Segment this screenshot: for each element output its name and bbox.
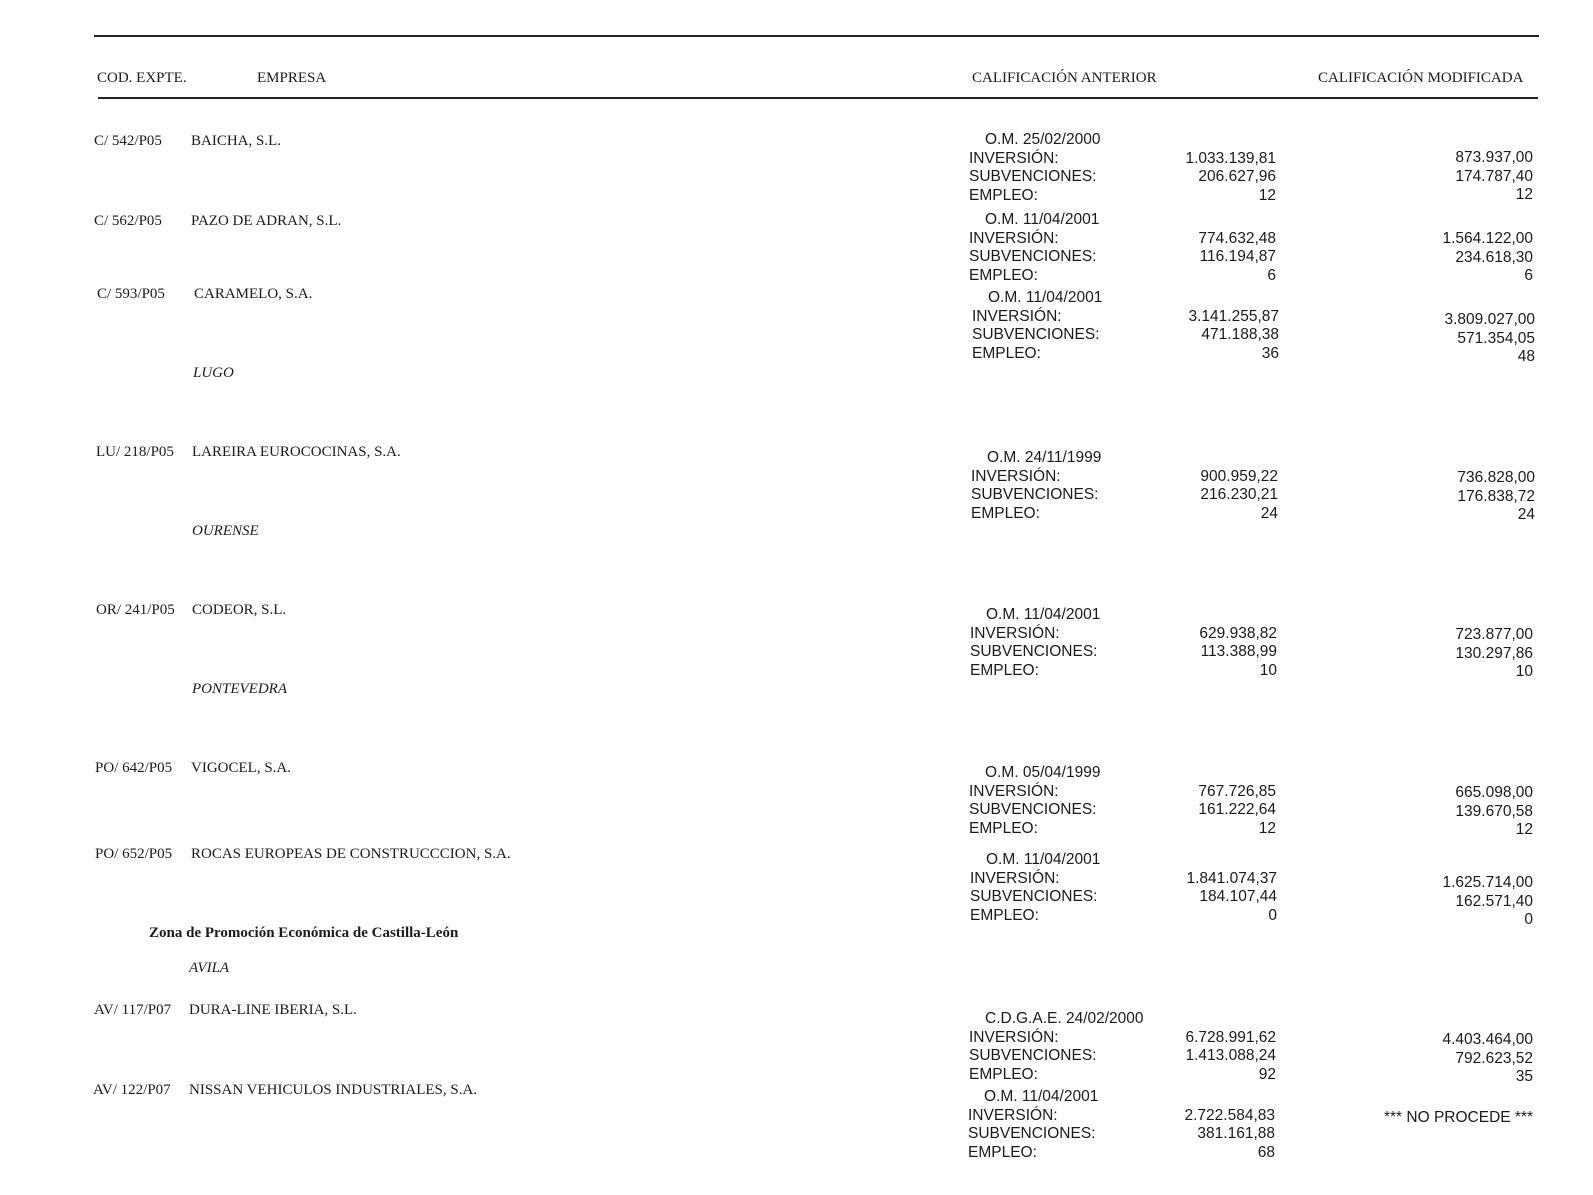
resolution-ref: O.M. 24/11/1999: [987, 449, 1102, 466]
subvenciones-modificada: 571.354,05: [1457, 329, 1535, 347]
resolution-ref: O.M. 25/02/2000: [985, 131, 1101, 148]
cod-expte: C/ 542/P05: [94, 133, 162, 149]
province-heading-pontevedra: PONTEVEDRA: [192, 681, 287, 697]
empleo-anterior: 0: [1268, 906, 1277, 924]
empresa-name: BAICHA, S.L.: [191, 133, 282, 149]
subvenciones-modificada: 174.787,40: [1455, 167, 1533, 185]
header-cod-expte: COD. EXPTE.: [97, 70, 187, 86]
zone-heading: Zona de Promoción Económica de Castilla-León: [149, 925, 459, 941]
empleo-label: EMPLEO:: [969, 266, 1038, 284]
empresa-name: CARAMELO, S.A.: [194, 286, 313, 302]
subvenciones-modificada: 162.571,40: [1455, 892, 1533, 910]
empleo-modificado: 24: [1517, 506, 1535, 523]
calificacion-modificada: [1444, 311, 1535, 367]
empresa-name: DURA-LINE IBERIA, S.L.: [189, 1002, 357, 1018]
empleo-modificado: 12: [1515, 821, 1533, 838]
empleo-anterior: 12: [1258, 186, 1276, 204]
subvenciones-modificada: 139.670,58: [1455, 802, 1533, 820]
no-procede-note: *** NO PROCEDE ***: [1383, 1109, 1533, 1126]
cod-expte: PO/ 652/P05: [95, 846, 173, 862]
subvenciones-label: SUBVENCIONES:: [969, 168, 1097, 185]
empleo-anterior: 92: [1258, 1065, 1276, 1083]
inversion-label: INVERSIÓN:: [969, 1028, 1059, 1046]
cod-expte: OR/ 241/P05: [96, 602, 175, 618]
calificacion-anterior: [972, 289, 1279, 363]
calificacion-anterior: [971, 449, 1278, 523]
empleo-modificado: 0: [1524, 911, 1533, 928]
empresa-name: ROCAS EUROPEAS DE CONSTRUCCCION, S.A.: [191, 846, 511, 862]
inversion-anterior: 1.033.139,81: [1185, 149, 1276, 167]
resolution-ref: O.M. 11/04/2001: [986, 606, 1101, 623]
inversion-anterior: 2.722.584,83: [1184, 1106, 1275, 1124]
empresa-name: PAZO DE ADRAN, S.L.: [191, 213, 342, 229]
calificacion-anterior: [968, 1088, 1275, 1162]
empleo-modificado: 6: [1524, 267, 1533, 284]
resolution-ref: O.M. 11/04/2001: [986, 851, 1101, 868]
calificacion-modificada: [1442, 1031, 1533, 1087]
empleo-anterior: 36: [1261, 344, 1279, 362]
subvenciones-label: SUBVENCIONES:: [970, 643, 1098, 660]
inversion-anterior: 774.632,48: [1198, 229, 1276, 247]
calificacion-anterior: [969, 211, 1276, 285]
empleo-anterior: 10: [1259, 661, 1277, 679]
subvenciones-modificada: 130.297,86: [1455, 644, 1533, 662]
subvenciones-label: SUBVENCIONES:: [969, 801, 1097, 818]
calificacion-modificada: [1384, 1109, 1533, 1128]
calificacion-modificada: [1442, 230, 1533, 286]
subvenciones-anterior: 113.388,99: [1200, 643, 1277, 660]
subvenciones-anterior: 161.222,64: [1198, 801, 1276, 818]
calificacion-modificada: [1457, 469, 1535, 525]
inversion-label: INVERSIÓN:: [968, 1106, 1058, 1124]
inversion-label: INVERSIÓN:: [972, 307, 1062, 325]
inversion-modificada: 1.625.714,00: [1442, 874, 1533, 891]
subvenciones-anterior: 184.107,44: [1199, 888, 1277, 905]
subvenciones-anterior: 206.627,96: [1198, 168, 1276, 185]
subvenciones-label: SUBVENCIONES:: [971, 486, 1099, 503]
cod-expte: C/ 593/P05: [97, 286, 165, 302]
inversion-anterior: 1.841.074,37: [1186, 869, 1277, 887]
inversion-modificada: 873.937,00: [1455, 149, 1533, 166]
empresa-name: NISSAN VEHICULOS INDUSTRIALES, S.A.: [189, 1082, 478, 1098]
inversion-modificada: 1.564.122,00: [1442, 230, 1533, 247]
calificacion-anterior: [969, 764, 1276, 838]
cod-expte: PO/ 642/P05: [95, 760, 173, 776]
empleo-label: EMPLEO:: [972, 344, 1041, 362]
inversion-modificada: 723.877,00: [1455, 626, 1533, 643]
inversion-anterior: 767.726,85: [1198, 782, 1276, 800]
subvenciones-anterior: 116.194,87: [1199, 248, 1276, 265]
inversion-anterior: 629.938,82: [1199, 624, 1277, 642]
empleo-anterior: 24: [1260, 504, 1278, 522]
inversion-modificada: 736.828,00: [1457, 469, 1535, 486]
empleo-modificado: 10: [1515, 663, 1533, 680]
resolution-ref: C.D.G.A.E. 24/02/2000: [985, 1010, 1144, 1027]
calificacion-anterior: [970, 606, 1277, 680]
header-calificacion-anterior: CALIFICACIÓN ANTERIOR: [972, 70, 1157, 86]
subvenciones-anterior: 471.188,38: [1201, 326, 1279, 343]
inversion-anterior: 900.959,22: [1200, 467, 1278, 485]
subvenciones-modificada: 234.618,30: [1455, 248, 1533, 266]
calificacion-modificada: [1455, 149, 1533, 205]
calificacion-modificada: [1455, 784, 1533, 840]
subvenciones-label: SUBVENCIONES:: [969, 248, 1097, 265]
calificacion-anterior: [969, 131, 1276, 205]
cod-expte: C/ 562/P05: [94, 213, 162, 229]
empleo-label: EMPLEO:: [969, 819, 1038, 837]
inversion-modificada: 665.098,00: [1455, 784, 1533, 801]
province-heading-lugo: LUGO: [193, 365, 234, 381]
top-rule: [94, 35, 1539, 37]
empleo-modificado: 35: [1515, 1068, 1533, 1085]
empleo-anterior: 12: [1258, 819, 1276, 837]
resolution-ref: O.M. 05/04/1999: [985, 764, 1101, 781]
empleo-label: EMPLEO:: [971, 504, 1040, 522]
empresa-name: LAREIRA EUROCOCINAS, S.A.: [192, 444, 401, 460]
subvenciones-label: SUBVENCIONES:: [970, 888, 1098, 905]
empleo-label: EMPLEO:: [970, 661, 1039, 679]
inversion-label: INVERSIÓN:: [970, 624, 1060, 642]
resolution-ref: O.M. 11/04/2001: [984, 1088, 1099, 1105]
inversion-modificada: 4.403.464,00: [1442, 1031, 1533, 1048]
empleo-anterior: 68: [1257, 1143, 1275, 1161]
header-calificacion-modificada: CALIFICACIÓN MODIFICADA: [1318, 70, 1524, 86]
empleo-modificado: 12: [1515, 186, 1533, 203]
empresa-name: VIGOCEL, S.A.: [191, 760, 291, 776]
header-rule: [98, 97, 1538, 99]
inversion-label: INVERSIÓN:: [969, 782, 1059, 800]
inversion-anterior: 6.728.991,62: [1185, 1028, 1276, 1046]
inversion-label: INVERSIÓN:: [970, 869, 1060, 887]
province-heading-avila: AVILA: [189, 960, 230, 976]
subvenciones-anterior: 1.413.088,24: [1185, 1047, 1276, 1064]
header-empresa: EMPRESA: [257, 70, 327, 86]
resolution-ref: O.M. 11/04/2001: [988, 289, 1103, 306]
subvenciones-anterior: 216.230,21: [1200, 486, 1278, 503]
inversion-label: INVERSIÓN:: [969, 149, 1059, 167]
cod-expte: LU/ 218/P05: [96, 444, 174, 460]
inversion-label: INVERSIÓN:: [971, 467, 1061, 485]
subvenciones-label: SUBVENCIONES:: [972, 326, 1100, 343]
province-heading-ourense: OURENSE: [192, 523, 259, 539]
cod-expte: AV/ 117/P07: [94, 1002, 172, 1018]
resolution-ref: O.M. 11/04/2001: [985, 211, 1100, 228]
empleo-modificado: 48: [1517, 348, 1535, 365]
calificacion-modificada: [1442, 874, 1533, 930]
subvenciones-anterior: 381.161,88: [1197, 1125, 1275, 1142]
empleo-label: EMPLEO:: [969, 186, 1038, 204]
empleo-anterior: 6: [1267, 266, 1276, 284]
calificacion-anterior: [969, 1010, 1276, 1084]
empleo-label: EMPLEO:: [969, 1065, 1038, 1083]
subvenciones-modificada: 176.838,72: [1457, 487, 1535, 505]
subvenciones-label: SUBVENCIONES:: [968, 1125, 1096, 1142]
empleo-label: EMPLEO:: [970, 906, 1039, 924]
empleo-label: EMPLEO:: [968, 1143, 1037, 1161]
inversion-anterior: 3.141.255,87: [1188, 307, 1279, 325]
calificacion-anterior: [970, 851, 1277, 925]
calificacion-modificada: [1455, 626, 1533, 682]
inversion-modificada: 3.809.027,00: [1444, 311, 1535, 328]
subvenciones-modificada: 792.623,52: [1455, 1049, 1533, 1067]
subvenciones-label: SUBVENCIONES:: [969, 1047, 1097, 1064]
empresa-name: CODEOR, S.L.: [192, 602, 287, 618]
cod-expte: AV/ 122/P07: [93, 1082, 171, 1098]
inversion-label: INVERSIÓN:: [969, 229, 1059, 247]
